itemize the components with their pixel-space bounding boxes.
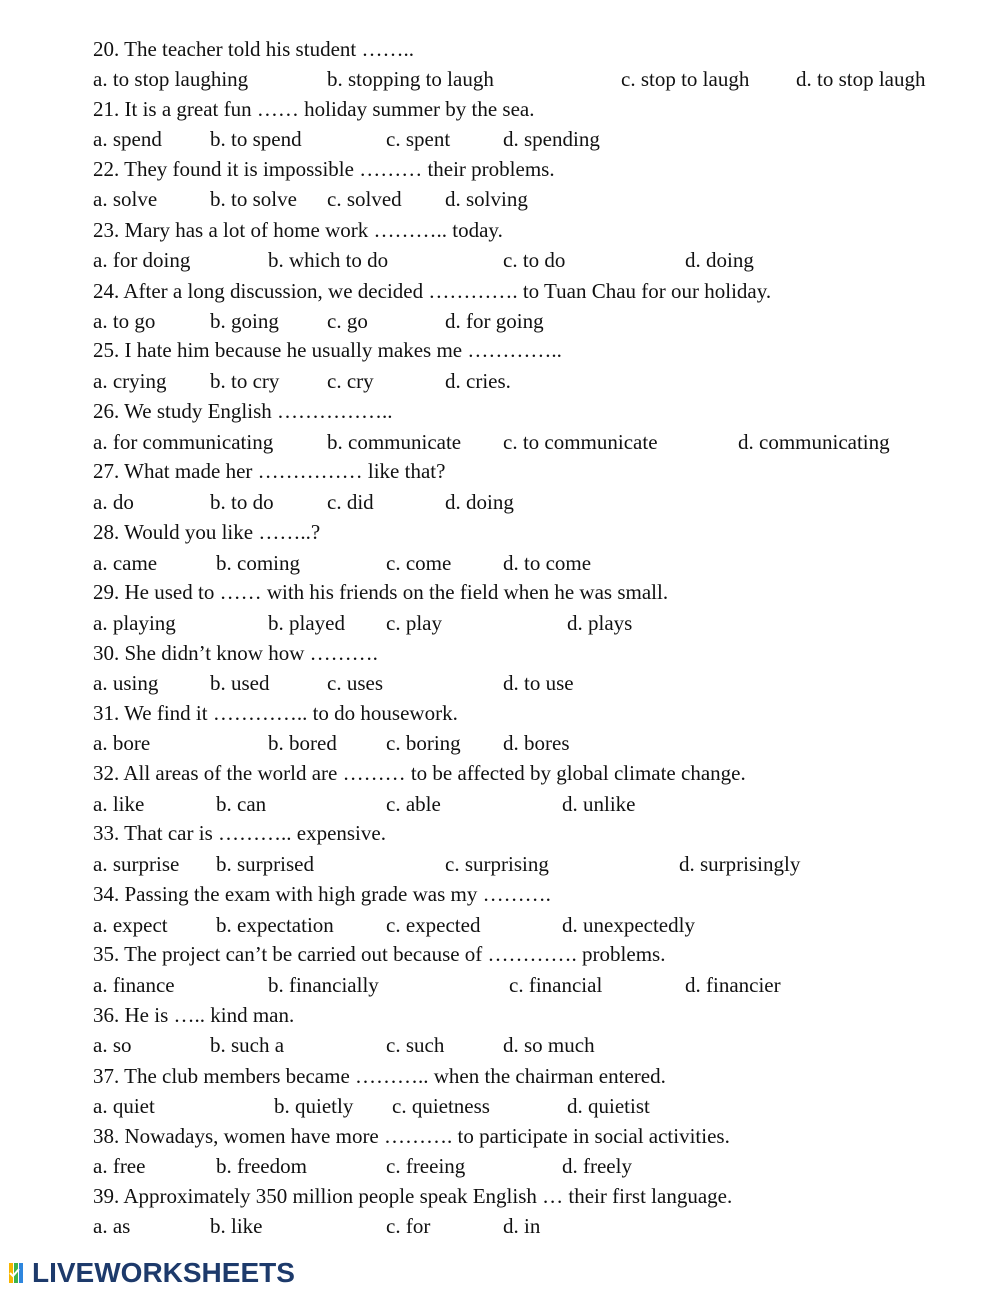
option-c: c. surprising (445, 852, 549, 876)
question-block (0, 35, 1000, 63)
option-b: b. expectation (216, 913, 334, 937)
question-block (0, 759, 1000, 787)
question-text: 38. Nowadays, women have more ………. to participate in social activities. (93, 1124, 730, 1148)
option-d: d. doing (685, 248, 754, 272)
question-block (0, 155, 1000, 183)
question-text: 24. After a long discussion, we decided …………. to Tuan Chau for our holiday. (93, 279, 772, 303)
options-row (0, 1212, 1000, 1240)
option-d: d. for going (445, 309, 544, 333)
option-b: b. quietly (274, 1094, 354, 1118)
option-c: c. uses (327, 671, 383, 695)
option-d: d. freely (562, 1154, 632, 1178)
option-b: b. freedom (216, 1154, 307, 1178)
option-c: c. to do (503, 248, 566, 272)
option-a: a. for communicating (93, 430, 274, 454)
options-row (0, 428, 1000, 456)
option-c: c. stop to laugh (621, 67, 750, 91)
option-d: d. solving (445, 187, 528, 211)
options-row (0, 488, 1000, 516)
option-c: c. boring (386, 731, 461, 755)
option-c: c. financial (509, 973, 603, 997)
options-row (0, 549, 1000, 577)
option-b: b. to do (210, 490, 274, 514)
option-b: b. such a (210, 1033, 285, 1057)
option-c: c. cry (327, 369, 374, 393)
option-b: b. surprised (216, 852, 314, 876)
options-row (0, 609, 1000, 637)
question-text: 20. The teacher told his student …….. (93, 37, 414, 61)
option-d: d. bores (503, 731, 570, 755)
option-c: c. such (386, 1033, 445, 1057)
option-d: d. cries. (445, 369, 511, 393)
question-block (0, 95, 1000, 123)
options-row (0, 850, 1000, 878)
question-text: 27. What made her …………… like that? (93, 459, 446, 483)
option-a: a. do (93, 490, 134, 514)
question-block (0, 336, 1000, 364)
option-d: d. doing (445, 490, 514, 514)
option-d: d. so much (503, 1033, 595, 1057)
question-text: 30. She didn’t know how ………. (93, 641, 378, 665)
option-b: b. coming (216, 551, 300, 575)
question-block (0, 1001, 1000, 1029)
option-d: d. spending (503, 127, 600, 151)
option-c: c. play (386, 611, 442, 635)
option-a: a. playing (93, 611, 176, 635)
option-d: d. quietist (567, 1094, 650, 1118)
option-a: a. expect (93, 913, 168, 937)
option-d: d. to stop laugh (796, 67, 926, 91)
option-a: a. bore (93, 731, 151, 755)
options-row (0, 971, 1000, 999)
question-text: 33. That car is ……….. expensive. (93, 821, 386, 845)
options-row (0, 125, 1000, 153)
option-a: a. to go (93, 309, 156, 333)
option-d: d. unlike (562, 792, 636, 816)
question-text: 34. Passing the exam with high grade was my ………. (93, 882, 551, 906)
question-text: 28. Would you like ……..? (93, 520, 321, 544)
option-b: b. communicate (327, 430, 462, 454)
question-text: 22. They found it is impossible ……… their problems. (93, 157, 555, 181)
options-row (0, 1092, 1000, 1120)
option-c: c. quietness (392, 1094, 490, 1118)
options-row (0, 307, 1000, 335)
option-c: c. did (327, 490, 374, 514)
option-d: d. plays (567, 611, 633, 635)
option-a: a. quiet (93, 1094, 155, 1118)
option-c: c. to communicate (503, 430, 658, 454)
options-row (0, 246, 1000, 274)
question-block (0, 1062, 1000, 1090)
option-c: c. expected (386, 913, 481, 937)
options-row (0, 1031, 1000, 1059)
liveworksheets-logo-icon (8, 1261, 30, 1285)
option-a: a. like (93, 792, 145, 816)
liveworksheets-logo[interactable] (8, 1258, 295, 1288)
option-c: c. for (386, 1214, 431, 1238)
question-text: 31. We find it ………….. to do housework. (93, 701, 458, 725)
question-block (0, 819, 1000, 847)
option-b: b. financially (268, 973, 379, 997)
option-b: b. which to do (268, 248, 389, 272)
option-d: d. to use (503, 671, 574, 695)
option-c: c. come (386, 551, 452, 575)
option-a: a. so (93, 1033, 132, 1057)
option-b: b. like (210, 1214, 263, 1238)
options-row (0, 669, 1000, 697)
question-block (0, 518, 1000, 546)
option-a: a. to stop laughing (93, 67, 249, 91)
question-block (0, 699, 1000, 727)
question-text: 21. It is a great fun …… holiday summer by the sea. (93, 97, 535, 121)
logo-text: LIVEWORKSHEETS (32, 1257, 295, 1288)
option-b: b. to solve (210, 187, 297, 211)
option-b: b. can (216, 792, 267, 816)
option-a: a. for doing (93, 248, 191, 272)
option-a: a. spend (93, 127, 162, 151)
question-block (0, 578, 1000, 606)
option-a: a. crying (93, 369, 167, 393)
option-b: b. going (210, 309, 279, 333)
option-a: a. solve (93, 187, 158, 211)
options-row (0, 185, 1000, 213)
option-c: c. spent (386, 127, 451, 151)
question-block (0, 1122, 1000, 1150)
question-block (0, 277, 1000, 305)
question-text: 29. He used to …… with his friends on the field when he was small. (93, 580, 669, 604)
options-row (0, 911, 1000, 939)
question-block (0, 880, 1000, 908)
option-b: b. to cry (210, 369, 280, 393)
option-d: d. to come (503, 551, 592, 575)
option-a: a. surprise (93, 852, 180, 876)
option-a: a. free (93, 1154, 146, 1178)
option-b: b. used (210, 671, 270, 695)
question-block (0, 940, 1000, 968)
question-text: 37. The club members became ……….. when the chairman entered. (93, 1064, 666, 1088)
options-row (0, 65, 1000, 93)
option-c: c. go (327, 309, 368, 333)
options-row (0, 1152, 1000, 1180)
question-text: 23. Mary has a lot of home work ……….. today. (93, 218, 503, 242)
question-block (0, 216, 1000, 244)
option-d: d. surprisingly (679, 852, 801, 876)
option-c: c. able (386, 792, 441, 816)
question-block (0, 639, 1000, 667)
option-c: c. freeing (386, 1154, 466, 1178)
option-c: c. solved (327, 187, 402, 211)
option-a: a. using (93, 671, 159, 695)
question-text: 25. I hate him because he usually makes me ………….. (93, 338, 562, 362)
question-text: 39. Approximately 350 million people speak English … their first language. (93, 1184, 733, 1208)
question-text: 32. All areas of the world are ……… to be affected by global climate change. (93, 761, 746, 785)
question-text: 26. We study English …………….. (93, 399, 393, 423)
question-text: 35. The project can’t be carried out because of …………. problems. (93, 942, 666, 966)
options-row (0, 729, 1000, 757)
options-row (0, 790, 1000, 818)
question-block (0, 397, 1000, 425)
option-d: d. in (503, 1214, 541, 1238)
option-b: b. to spend (210, 127, 302, 151)
option-b: b. stopping to laugh (327, 67, 494, 91)
question-block (0, 457, 1000, 485)
option-d: d. communicating (738, 430, 890, 454)
option-b: b. played (268, 611, 345, 635)
option-d: d. financier (685, 973, 781, 997)
option-d: d. unexpectedly (562, 913, 695, 937)
option-a: a. finance (93, 973, 175, 997)
option-a: a. came (93, 551, 158, 575)
question-block (0, 1182, 1000, 1210)
option-b: b. bored (268, 731, 337, 755)
question-text: 36. He is ….. kind man. (93, 1003, 295, 1027)
option-a: a. as (93, 1214, 131, 1238)
options-row (0, 367, 1000, 395)
